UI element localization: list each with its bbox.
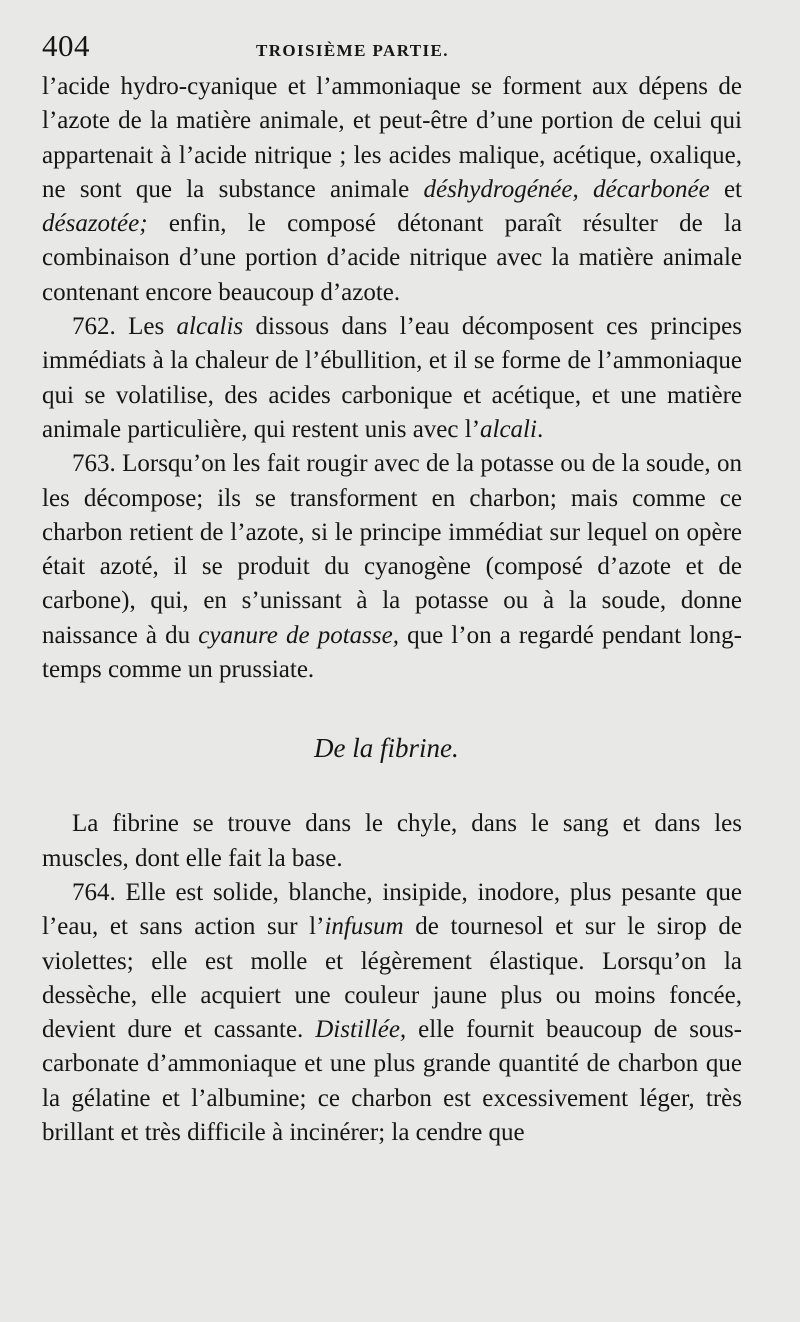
- fibrine-intro-paragraph: La fibrine se trouve dans le chyle, dans le sang et dans les muscles, dont elle fait la base.: [42, 810, 742, 872]
- page-header: [42, 28, 740, 62]
- paragraph-764-text-middle: de tournesol et sur le sirop de violettes; elle est molle et légèrement élastique. Lorsqu’on la dessèche, elle acquiert une couleur jaune plus ou moins foncée, devient dure et cassante.: [42, 913, 743, 1044]
- italic-term-decarbonee: décarbonée: [593, 175, 710, 203]
- italic-term-cyanure-de-potasse: cyanure de potasse,: [198, 621, 399, 649]
- italic-term-infusum: infusum: [324, 913, 404, 941]
- paragraph-762: [42, 310, 742, 447]
- paragraph-number-762: 762.: [72, 313, 116, 341]
- paragraph-763-text-end: que l’on a regardé pendant long-temps comme un prussiate.: [42, 621, 743, 684]
- paragraph-space: [579, 176, 593, 203]
- paragraph-764-text-end: elle fournit beaucoup de sous-carbonate d’ammoniaque et une plus grande quantité de charbon que la gélatine et l’albumine; ce charbon est excessivement léger, très brillant et très difficile à incinérer; la cendre que: [42, 1016, 743, 1147]
- continued-paragraph: [42, 70, 742, 310]
- italic-term-alcalis: alcalis: [176, 313, 244, 341]
- paragraph-762-text-end: .: [536, 415, 544, 443]
- paragraph-763: [42, 447, 742, 687]
- paragraph-762-text-middle: dissous dans l’eau décomposent ces principes immédiats à la chaleur de l’ébullition, et il se forme de l’ammoniaque qui se volatilise, des acides carbonique et acétique, et une matière animale particulière, qui restent unis avec l’: [42, 313, 742, 443]
- paragraph-text-start: l’acide hydro-cyanique et l’ammoniaque se forment aux dépens de l’azote de la matière animale, et peut-être d’une portion de celui qui appartenait à l’acide nitrique ; les acides malique, acétique, oxalique, ne sont que la substance animale: [42, 73, 742, 203]
- paragraph-text-end: enfin, le composé détonant paraît résulter de la combinaison d’une portion d’acide nitrique avec la matière animale contenant encore beaucoup d’azote.: [42, 210, 742, 306]
- italic-term-distillee: Distillée,: [315, 1016, 407, 1044]
- italic-term-desazotee: désazotée;: [42, 210, 148, 238]
- italic-term-dehydrogenee: déshydrogénée,: [423, 175, 579, 203]
- paragraph-number-764: 764.: [72, 878, 116, 906]
- section-title: De la fibrine.: [314, 733, 459, 764]
- paragraph-764-text-before: Elle est solide, blanche, insipide, inodore, plus pesante que l’eau, et sans action sur l’: [42, 878, 742, 941]
- page-number: 404: [42, 28, 90, 63]
- page-content: [42, 70, 742, 1150]
- paragraph-764: [42, 876, 742, 1150]
- italic-term-alcali: alcali: [480, 415, 537, 443]
- paragraph-763-text-before: Lorsqu’on les fait rougir avec de la potasse ou de la soude, on les décompose; ils se transforment en charbon; mais comme ce charbon retient de l’azote, si le principe immédiat sur lequel on opère était azoté, il se produit du cyanogène (composé d’azote et de carbone), qui, en s’unissant à la potasse ou à la soude, donne naissance à du: [42, 450, 742, 649]
- paragraph-number-763: 763.: [72, 450, 116, 478]
- paragraph-762-text-before: Les: [115, 313, 177, 341]
- running-title: TROISIÈME PARTIE.: [256, 41, 449, 60]
- paragraph-connector: et: [709, 175, 743, 203]
